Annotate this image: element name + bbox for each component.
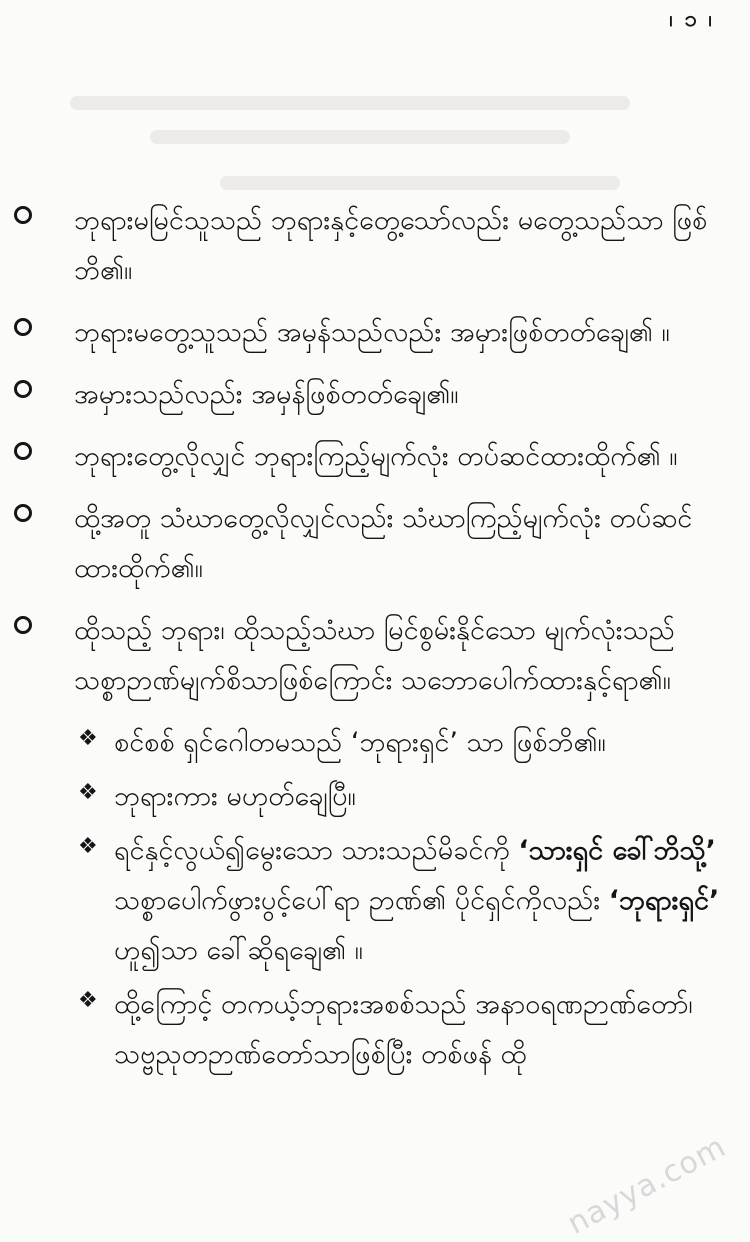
circle-bullet-icon [14, 380, 32, 398]
sub-bullet-text-part: ရင်နှင့်လွယ်၍မွေးသော သားသည်မိခင်ကို [114, 835, 519, 866]
sub-bullet-text: ဘုရားကား မဟုတ်ချေပြီ။ [114, 781, 356, 812]
page-number: ၊ ၁ ၊ [669, 7, 714, 32]
sub-bullet-text-part: ဟူ၍သာ ခေါ်ဆိုရချေ၏ ။ [114, 935, 363, 966]
circle-bullet-icon [14, 616, 32, 634]
bold-phrase: ‘သားရှင် ခေါ်ဘိသို့’ [518, 835, 716, 866]
circle-bullet-icon [14, 318, 32, 336]
list-item [0, 196, 750, 296]
sub-list-item [0, 826, 750, 976]
circle-bullet-icon [14, 206, 32, 224]
sub-list-item [0, 772, 750, 822]
list-item [0, 370, 750, 420]
bullet-text: ဘုရားမမြင်သူသည် ဘုရားနှင့်တွေ့သော်လည်း မတွေ့သည်သာ ဖြစ်ဘိ၏။ [74, 205, 708, 286]
bullet-text: ဘုရားတွေ့လိုလျှင် ဘုရားကြည့်မျက်လုံး တပ်ဆင်ထားထိုက်၏ ။ [74, 441, 678, 472]
list-item [0, 308, 750, 358]
watermark: nayya.com [562, 1129, 732, 1242]
sub-bullet-text: ထို့ကြောင့် တကယ့်ဘုရားအစစ်သည် အနာဝရဏဉာဏ်တော်၊ သဗ္ဗညုတဉာဏ်တော်သာဖြစ်ပြီး တစ်ဖန် ထို [114, 989, 693, 1070]
bold-phrase: ‘ဘုရားရှင်’ [608, 885, 720, 916]
page-content [0, 196, 750, 1084]
list-item [0, 494, 750, 594]
circle-bullet-icon [14, 442, 32, 460]
sub-bullet-text-part: သစ္စာပေါက်ဖွားပွင့်ပေါ်ရာ ဉာဏ်၏ ပိုင်ရှင်ကိုလည်း [114, 885, 609, 916]
diamond-bullet-icon: ❖ [78, 780, 98, 805]
sub-list-item [0, 718, 750, 768]
sub-list-item [0, 980, 750, 1080]
circle-bullet-icon [14, 504, 32, 522]
list-item [0, 606, 750, 706]
diamond-bullet-icon: ❖ [78, 988, 98, 1013]
bullet-text: အမှားသည်လည်း အမှန်ဖြစ်တတ်ချေ၏။ [74, 379, 459, 410]
sub-bullet-text [114, 826, 728, 976]
sub-bullet-text: စင်စစ် ရှင်ဂေါတမသည် ‘ဘုရားရှင်’ သာ ဖြစ်ဘိ၏။ [114, 727, 606, 758]
diamond-bullet-icon: ❖ [78, 834, 98, 859]
bullet-text: ထို့အတူ သံဃာတွေ့လိုလျှင်လည်း သံဃာကြည့်မျက်လုံး တပ်ဆင်ထားထိုက်၏။ [74, 503, 693, 584]
diamond-bullet-icon: ❖ [78, 726, 98, 751]
bullet-text: ထိုသည့် ဘုရား၊ ထိုသည့်သံဃာ မြင်စွမ်းနိုင်သော မျက်လုံးသည် သစ္စာဉာဏ်မျက်စိသာဖြစ်ကြောင်း သဘောပေါက်ထားနှင့်ရာ၏။ [74, 615, 675, 696]
list-item [0, 432, 750, 482]
bullet-text: ဘုရားမတွေ့သူသည် အမှန်သည်လည်း အမှားဖြစ်တတ်ချေ၏ ။ [74, 317, 670, 348]
